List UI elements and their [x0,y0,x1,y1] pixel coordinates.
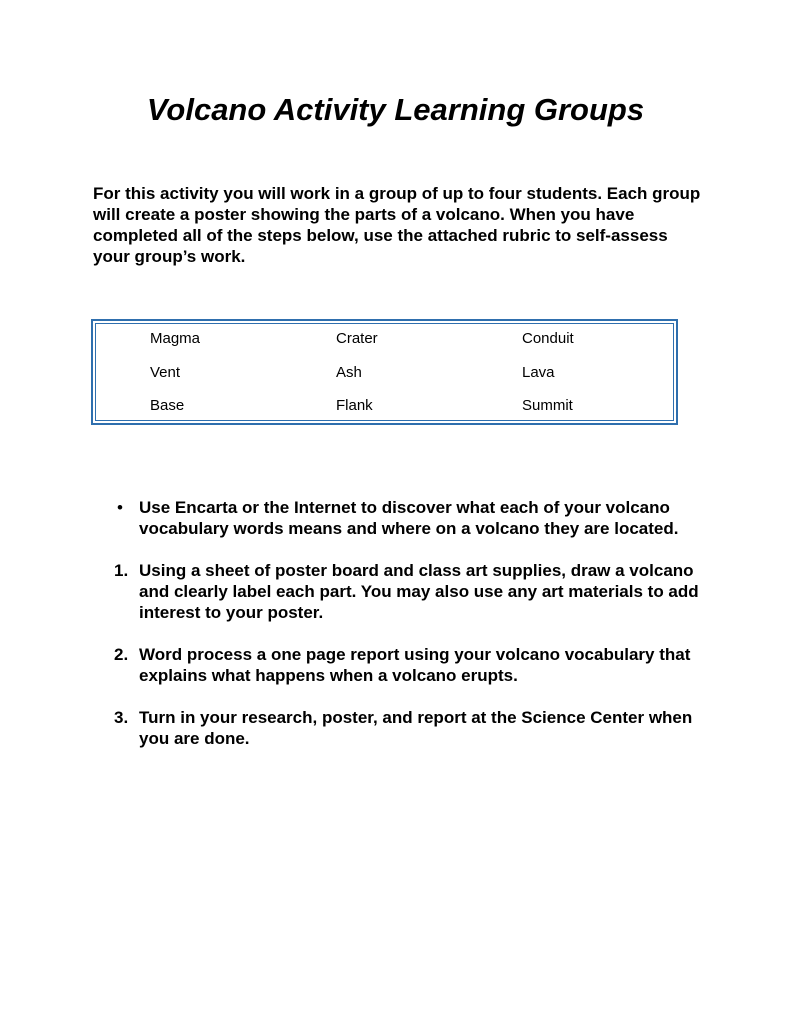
list-item [0,707,791,749]
vocab-word-crater: Crater [336,330,378,347]
bullet-marker: • [117,498,123,517]
list-item [0,644,791,686]
step-number: 1. [114,561,129,580]
document-title: Volcano Activity Learning Groups [146,92,645,127]
list-item [0,497,791,539]
list-item [0,560,791,623]
vocab-word-conduit: Conduit [522,330,574,347]
vocab-word-base: Base [150,397,185,414]
vocab-word-flank: Flank [336,397,373,414]
steps-list [0,497,791,770]
vocabulary-box-inner [95,323,674,421]
vocab-word-lava: Lava [522,364,555,381]
intro-paragraph: For this activity you will work in a group of up to four students. Each group will create a poster showing the parts of a volcano. When you have completed all of the steps below, use the attached rubric to self-assess your group’s work. [93,184,701,266]
list-item-text: Using a sheet of poster board and class art supplies, draw a volcano and clearly label each part. You may also use any art materials to add interest to your poster. [139,561,699,622]
vocab-word-summit: Summit [522,397,573,414]
vocab-word-magma: Magma [150,330,201,347]
list-item-text: Word process a one page report using your volcano vocabulary that explains what happens when a volcano erupts. [139,645,691,685]
step-number: 2. [114,645,129,664]
list-item-text: Turn in your research, poster, and report at the Science Center when you are done. [139,708,693,748]
vocab-word-ash: Ash [336,364,362,381]
vocab-word-vent: Vent [150,364,181,381]
vocabulary-box [91,319,678,425]
step-number: 3. [114,708,129,727]
list-item-text: Use Encarta or the Internet to discover what each of your volcano vocabulary words means and where on a volcano they are located. [139,498,679,538]
